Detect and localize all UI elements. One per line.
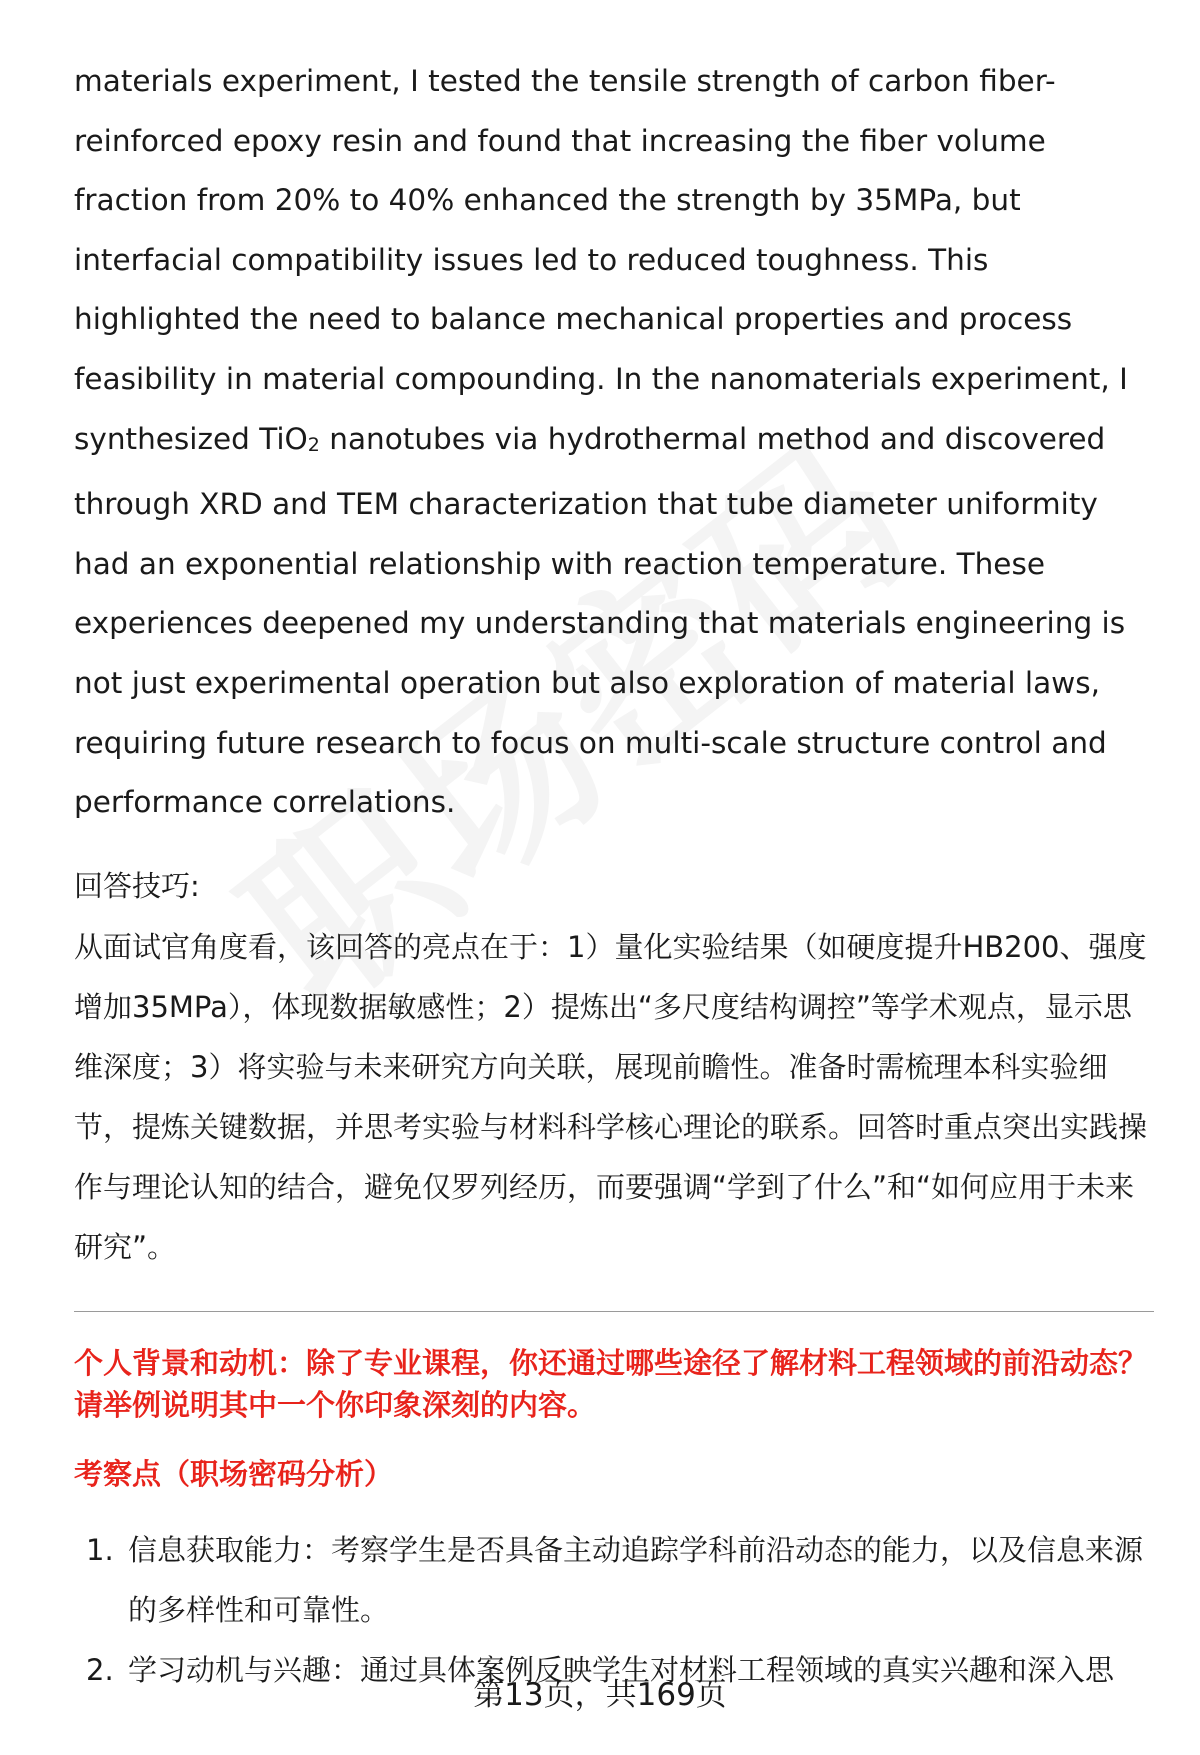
answer-text-part-2: nanotubes via hydrothermal method and discovered through XRD and TEM characterization that tube diameter uniformity had an exponential relationship with reaction temperature. These experiences deepened my understanding that materials engineering is not just experimental operation but also exploration of material laws, requiring future research to focus on multi-scale structure control and performance correlations. [74,421,1126,820]
section-divider [74,1311,1154,1312]
tips-heading: 回答技巧: [74,868,200,903]
list-item-number: 1. [86,1532,114,1567]
exam-points-title: 考察点（职场密码分析） [74,1456,394,1491]
page-number-footer: 第13页，共169页 [473,1677,727,1713]
interview-question: 个人背景和动机：除了专业课程，你还通过哪些途径了解材料工程领域的前沿动态？请举例说明其中一个你印象深刻的内容。 [74,1345,1148,1422]
subscript-two: 2 [307,433,320,456]
list-item [74,1520,1154,1640]
document-page [74,52,1154,1700]
answer-paragraph [74,52,1154,833]
list-item-number: 2. [86,1652,114,1687]
list-item-text: 学习动机与兴趣：通过具体案例反映学生对材料工程领域的真实兴趣和深入思 [128,1652,1115,1687]
list-item-text: 信息获取能力：考察学生是否具备主动追踪学科前沿动态的能力，以及信息来源的多样性和可靠性。 [128,1532,1144,1627]
tips-body: 从面试官角度看，该回答的亮点在于：1）量化实验结果（如硬度提升HB200、强度增加35MPa），体现数据敏感性；2）提炼出“多尺度结构调控”等学术观点，显示思维深度；3）将实验与未来研究方向关联，展现前瞻性。准备时需梳理本科实验细节，提炼关键数据，并思考实验与材料科学核心理论的联系。回答时重点突出实践操作与理论认知的结合，避免仅罗列经历，而要强调“学到了什么”和“如何应用于未来研究”。 [74,929,1148,1264]
answer-text-part-1: materials experiment, I tested the tensile strength of carbon fiber-reinforced epoxy resin and found that increasing the fiber volume fraction from 20% to 40% enhanced the strength by 35MPa, but interfacial compatibility issues led to reduced toughness. This highlighted the need to balance mechanical properties and process feasibility in material compounding. In the nanomaterials experiment, I synthesized TiO [74,64,1128,456]
